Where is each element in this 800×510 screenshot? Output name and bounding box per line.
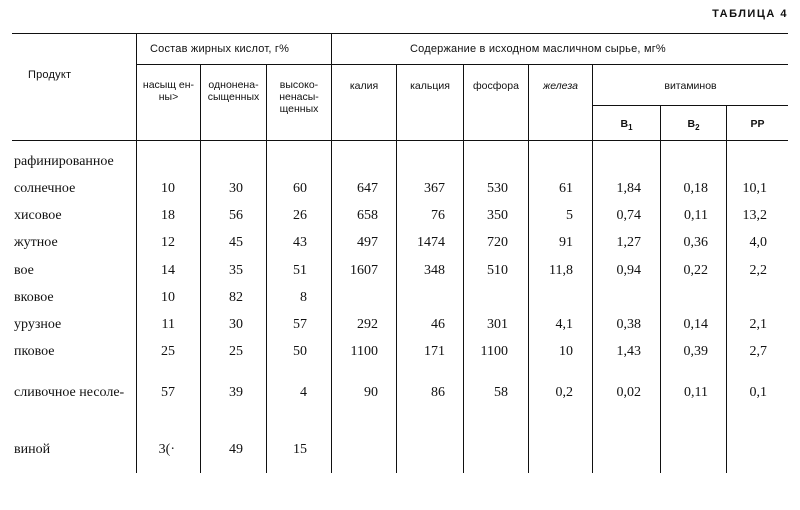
vitamins-header-rule xyxy=(592,105,788,106)
row-label: вое xyxy=(14,263,34,278)
header-fatty-acids: Состав жирных кислот, г% xyxy=(150,43,290,55)
cell-phosphorus: 510 xyxy=(487,263,508,278)
cell-poly: 15 xyxy=(293,442,307,457)
cell-b2: 0,14 xyxy=(683,317,708,332)
header-saturated xyxy=(137,79,200,103)
group-header-rule xyxy=(136,64,788,65)
table-top-rule xyxy=(12,33,788,34)
row-label: виной xyxy=(14,442,51,457)
cell-phosphorus: 1100 xyxy=(480,344,508,359)
cell-b1: 0,94 xyxy=(616,263,641,278)
header-b1 xyxy=(593,118,660,134)
cell-potassium: 292 xyxy=(357,317,378,332)
cell-poly: 57 xyxy=(293,317,307,332)
header-vitamins: витаминов xyxy=(664,80,717,92)
header-potassium: калия xyxy=(349,80,379,92)
header-poly-line3: щенных xyxy=(279,103,319,115)
cell-saturated: 10 xyxy=(161,181,175,196)
cell-poly: 8 xyxy=(300,290,307,305)
col-divider-b2 xyxy=(726,105,727,473)
header-b2 xyxy=(661,118,726,134)
header-content: Содержание в исходном масличном сырье, мг% xyxy=(410,43,666,55)
cell-potassium: 658 xyxy=(357,208,378,223)
cell-b1: 0,38 xyxy=(616,317,641,332)
cell-saturated: 25 xyxy=(161,344,175,359)
cell-b2: 0,11 xyxy=(684,385,708,400)
cell-b1: 1,27 xyxy=(616,235,641,250)
cell-pp: 4,0 xyxy=(749,235,767,250)
cell-b2: 0,36 xyxy=(683,235,708,250)
cell-iron: 4,1 xyxy=(555,317,573,332)
cell-calcium: 171 xyxy=(424,344,445,359)
cell-calcium: 86 xyxy=(431,385,445,400)
header-saturated-line2: ны> xyxy=(158,91,179,103)
row-label: жутное xyxy=(14,235,58,250)
cell-b1: 1,84 xyxy=(616,181,641,196)
cell-mono: 49 xyxy=(229,442,243,457)
row-label: вковое xyxy=(14,290,54,305)
header-mono-line2: сыщенных xyxy=(207,91,260,103)
cell-mono: 30 xyxy=(229,317,243,332)
cell-b2: 0,39 xyxy=(683,344,708,359)
table-label: ТАБЛИЦА 4 xyxy=(712,8,788,20)
header-bottom-rule xyxy=(12,140,788,141)
header-pp: PP xyxy=(750,118,765,130)
header-b1-sub: 1 xyxy=(628,123,633,133)
cell-phosphorus: 350 xyxy=(487,208,508,223)
cell-pp: 2,1 xyxy=(749,317,767,332)
cell-potassium: 647 xyxy=(357,181,378,196)
cell-saturated: 3(· xyxy=(158,442,175,457)
cell-iron: 91 xyxy=(559,235,573,250)
cell-phosphorus: 530 xyxy=(487,181,508,196)
cell-poly: 4 xyxy=(300,385,307,400)
row-label: рафинированное xyxy=(14,154,114,169)
cell-potassium: 1100 xyxy=(350,344,378,359)
header-calcium: кальция xyxy=(410,80,450,92)
cell-poly: 50 xyxy=(293,344,307,359)
cell-saturated: 18 xyxy=(161,208,175,223)
cell-b1: 1,43 xyxy=(616,344,641,359)
cell-mono: 82 xyxy=(229,290,243,305)
cell-pp: 2,2 xyxy=(749,263,767,278)
cell-saturated: 11 xyxy=(161,317,175,332)
header-iron: железа xyxy=(543,80,578,92)
cell-potassium: 90 xyxy=(364,385,378,400)
cell-mono: 56 xyxy=(229,208,243,223)
cell-iron: 0,2 xyxy=(555,385,573,400)
row-label: урузное xyxy=(14,317,62,332)
row-label: сливочное несоле- xyxy=(14,385,125,400)
cell-phosphorus: 720 xyxy=(487,235,508,250)
header-product: Продукт xyxy=(28,69,72,81)
cell-b2: 0,22 xyxy=(683,263,708,278)
header-poly-line2: ненасы- xyxy=(279,91,319,103)
cell-poly: 43 xyxy=(293,235,307,250)
cell-mono: 39 xyxy=(229,385,243,400)
cell-calcium: 1474 xyxy=(417,235,445,250)
cell-b2: 0,18 xyxy=(683,181,708,196)
row-label: солнечное xyxy=(14,181,76,196)
header-poly-line1: высоко- xyxy=(279,79,319,91)
header-saturated-line1: насыщ ен- xyxy=(142,79,195,91)
header-mono xyxy=(201,79,266,103)
cell-saturated: 12 xyxy=(161,235,175,250)
cell-phosphorus: 58 xyxy=(494,385,508,400)
cell-b1: 0,02 xyxy=(616,385,641,400)
cell-saturated: 57 xyxy=(161,385,175,400)
cell-saturated: 10 xyxy=(161,290,175,305)
cell-iron: 11,8 xyxy=(549,263,573,278)
cell-pp: 10,1 xyxy=(742,181,767,196)
cell-saturated: 14 xyxy=(161,263,175,278)
cell-mono: 25 xyxy=(229,344,243,359)
cell-calcium: 367 xyxy=(424,181,445,196)
cell-potassium: 1607 xyxy=(350,263,378,278)
cell-b1: 0,74 xyxy=(616,208,641,223)
header-b2-letter: B xyxy=(687,118,696,130)
cell-poly: 26 xyxy=(293,208,307,223)
cell-mono: 30 xyxy=(229,181,243,196)
col-divider-groups xyxy=(331,33,332,473)
cell-pp: 2,7 xyxy=(749,344,767,359)
cell-b2: 0,11 xyxy=(684,208,708,223)
cell-mono: 35 xyxy=(229,263,243,278)
header-mono-line1: однонена- xyxy=(208,79,259,91)
cell-poly: 60 xyxy=(293,181,307,196)
cell-iron: 5 xyxy=(566,208,573,223)
cell-iron: 10 xyxy=(559,344,573,359)
cell-calcium: 46 xyxy=(431,317,445,332)
row-label: пковое xyxy=(14,344,55,359)
header-b1-letter: B xyxy=(620,118,629,130)
cell-pp: 0,1 xyxy=(749,385,767,400)
cell-calcium: 348 xyxy=(424,263,445,278)
cell-iron: 61 xyxy=(559,181,573,196)
header-b2-sub: 2 xyxy=(695,123,700,133)
cell-phosphorus: 301 xyxy=(487,317,508,332)
cell-calcium: 76 xyxy=(431,208,445,223)
cell-pp: 13,2 xyxy=(742,208,767,223)
row-label: хисовое xyxy=(14,208,62,223)
header-phosphorus: фосфора xyxy=(473,80,519,92)
header-poly xyxy=(267,79,331,115)
cell-potassium: 497 xyxy=(357,235,378,250)
cell-poly: 51 xyxy=(293,263,307,278)
cell-mono: 45 xyxy=(229,235,243,250)
col-divider-b1 xyxy=(660,105,661,473)
